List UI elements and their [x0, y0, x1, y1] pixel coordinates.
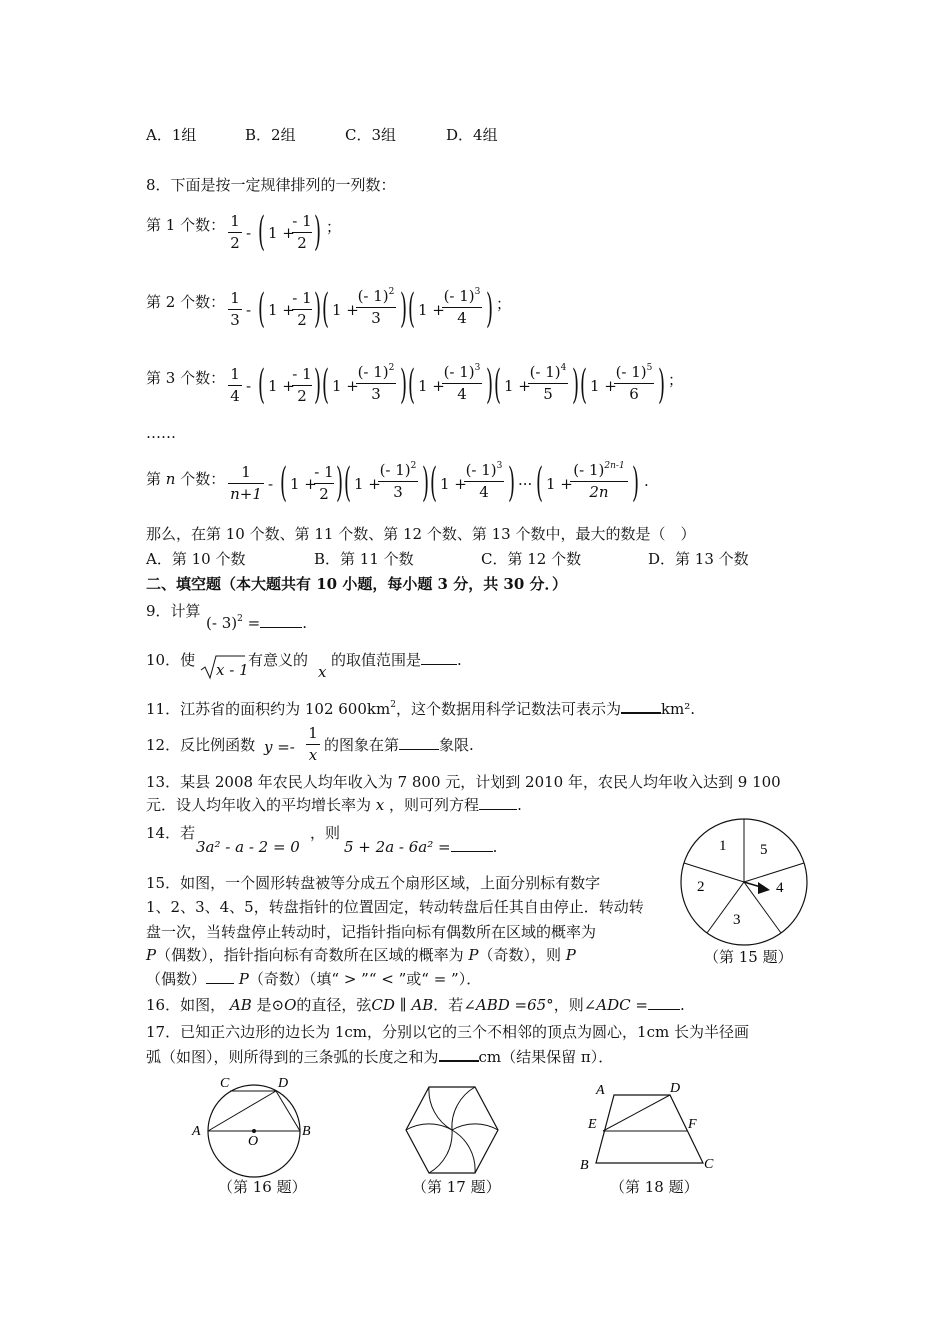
paren: ( [494, 362, 502, 408]
one-plus: 1 + [268, 301, 295, 319]
paren: ) [400, 362, 408, 408]
q12-post: 的图象在第 象限. [324, 736, 474, 754]
fig18-trapezoid [596, 1095, 703, 1163]
paren: ( [344, 460, 352, 506]
q17-line2: 弧（如图），则所得到的三条弧的长度之和为 cm（结果保留 π）． [146, 1048, 614, 1066]
paren: ) [314, 286, 322, 332]
paren: ) [486, 286, 494, 332]
q13-line1: 13．某县 2008 年农民人均年收入为 7 800 元，计划到 2010 年，农民人均年收入达到 9 100 [146, 773, 781, 791]
paren: ( [430, 460, 438, 506]
fraction: (- 1)$^{2n-1}$ 2n [570, 463, 628, 500]
fig16-label: A [192, 1124, 201, 1139]
paren: ) [658, 362, 666, 408]
q17-line1: 17．已知正六边形的边长为 1cm，分别以它的三个不相邻的顶点为圆心，1cm 长为半径画 [146, 1023, 749, 1041]
q10-radicand: x - 1 [216, 661, 249, 679]
paren: ) [422, 460, 430, 506]
minus-sign: - [246, 377, 252, 395]
fig16-caption: （第 16 题） [218, 1178, 307, 1196]
fraction: - 1 2 [292, 212, 312, 252]
sector-label: 5 [760, 842, 768, 858]
one-plus: 1 + [546, 475, 573, 493]
q10-var: x [318, 663, 327, 681]
paren: ( [408, 286, 416, 332]
paren: ) [508, 460, 516, 506]
fraction: 1 3 [228, 291, 242, 328]
one-plus: 1 + [590, 377, 617, 395]
q7-option-d: D．4组 [446, 126, 498, 144]
fraction: (- 1)$^3$ 4 [443, 287, 481, 327]
minus-sign: - [246, 301, 252, 319]
pointer-arrow-icon [758, 882, 770, 894]
q8-rown-label: 第 n 个数： [146, 470, 226, 488]
dots: ··· [518, 475, 533, 493]
paren: ( [258, 209, 266, 255]
paren: ( [408, 362, 416, 408]
fig18-label: F [688, 1117, 697, 1132]
one-plus: 1 + [354, 475, 381, 493]
q13-line2: 元．设人均年收入的平均增长率为 x ，则可列方程 . [146, 796, 522, 814]
spinner-divider [744, 863, 804, 882]
fig16-figure [186, 1072, 316, 1182]
period: . [644, 472, 649, 490]
fraction: 1 2 [228, 214, 242, 251]
q16-text: 16．如图， AB 是⊙O的直径，弦CD ∥ AB．若∠ABD =65°，则∠ADC = . [146, 996, 685, 1014]
fraction: (- 1)$^3$ 4 [465, 461, 503, 501]
fraction: (- 1)$^5$ 6 [615, 363, 653, 403]
fig18-caption: （第 18 题） [610, 1178, 699, 1196]
q15-line5: （偶数） P（奇数）（填“ > ”“ < ”或“ = ”）． [146, 970, 482, 988]
sector-label: 3 [733, 912, 741, 928]
minus-sign: - [246, 224, 252, 242]
q8-ellipsis: …… [146, 424, 176, 442]
q7-option-c: C．3组 [345, 126, 397, 144]
fig16-line [208, 1091, 276, 1131]
q10-pre: 10．使 [146, 651, 196, 669]
sector-label: 2 [697, 879, 705, 895]
fraction: (- 1)$^3$ 4 [443, 363, 481, 403]
fig18-label: B [580, 1158, 589, 1173]
semicolon: ； [496, 295, 512, 313]
fig18-label: C [704, 1157, 714, 1172]
fraction: 1 x [306, 726, 320, 763]
paren: ( [580, 362, 588, 408]
paren: ( [322, 286, 330, 332]
fraction: (- 1)$^2$ 3 [357, 287, 395, 327]
minus-sign: - [268, 475, 274, 493]
one-plus: 1 + [332, 377, 359, 395]
fraction: 1 n+1 [228, 465, 264, 502]
one-plus: 1 + [268, 224, 295, 242]
fraction: - 1 2 [314, 463, 334, 503]
q8-row2-label: 第 2 个数： [146, 293, 226, 311]
q15-line2: 1、2、3、4、5，转盘指针的位置固定，转动转盘后任其自由停止．转动转 [146, 898, 644, 916]
paren: ) [400, 286, 408, 332]
one-plus: 1 + [268, 377, 295, 395]
paren: ) [336, 460, 344, 506]
q7-option-a: A．1组 [146, 126, 197, 144]
paren: ) [632, 460, 640, 506]
q8-option-c: C．第 12 个数 [481, 550, 582, 568]
q8-row3-label: 第 3 个数： [146, 369, 226, 387]
q9-expr: (- 3)$^2$ = . [206, 614, 307, 632]
fig16-label: D [278, 1076, 289, 1091]
paren: ( [536, 460, 544, 506]
fig18-label: E [588, 1117, 597, 1132]
spinner-divider [684, 863, 744, 882]
q14-expr: 5 + 2a - 6a² = . [344, 838, 498, 856]
q15-line3: 盘一次，当转盘停止转动时，记指针指向标有偶数所在区域的概率为 [146, 923, 597, 941]
q8-row1-label: 第 1 个数： [146, 216, 226, 234]
fig17-arc [429, 1087, 452, 1173]
fig17-caption: （第 17 题） [412, 1178, 501, 1196]
fraction: (- 1)$^2$ 3 [357, 363, 395, 403]
paren: ( [258, 286, 266, 332]
fraction: 1 4 [228, 367, 242, 404]
one-plus: 1 + [504, 377, 531, 395]
paren: ( [258, 362, 266, 408]
q14-mid: ，则 [310, 824, 341, 842]
q11-text: 11．江苏省的面积约为 102 $600km^2$，这个数据用科学记数法可表示为 km². [146, 700, 696, 718]
q14-cond: 3a² - a - 2 = 0 [196, 838, 300, 856]
paren: ) [314, 362, 322, 408]
semicolon: ； [668, 371, 684, 389]
q8-option-d: D．第 13 个数 [648, 550, 749, 568]
paren: ) [314, 209, 322, 255]
fig18-label: A [596, 1083, 605, 1098]
fraction: - 1 2 [292, 365, 312, 405]
q15-line1: 15．如图，一个圆形转盘被等分成五个扇形区域，上面分别标有数字 [146, 874, 601, 892]
paren: ( [280, 460, 288, 506]
fig16-line [276, 1091, 300, 1131]
section2-heading: 二、填空题（本大题共有 10 小题，每小题 3 分，共 30 分．） [146, 575, 568, 593]
paren: ) [572, 362, 580, 408]
q8-stem: 8．下面是按一定规律排列的一列数： [146, 176, 396, 194]
sector-label: 1 [719, 838, 727, 854]
fig17-arc [452, 1130, 475, 1173]
semicolon: ； [326, 218, 342, 236]
fig16-label: O [248, 1134, 259, 1149]
one-plus: 1 + [418, 301, 445, 319]
q8-question: 那么，在第 10 个数、第 11 个数、第 12 个数、第 13 个数中，最大的数是（ ） [146, 525, 696, 543]
fig16-center-dot [252, 1129, 256, 1133]
fig16-label: B [302, 1124, 311, 1139]
fig16-label: C [220, 1076, 230, 1091]
q7-option-b: B．2组 [245, 126, 296, 144]
q15-line4: P（偶数），指针指向标有奇数所在区域的概率为 P（奇数），则 P [146, 946, 576, 964]
q14-pre: 14．若 [146, 824, 196, 842]
q8-option-b: B．第 11 个数 [314, 550, 414, 568]
one-plus: 1 + [290, 475, 317, 493]
q10-mid: 有意义的 [248, 651, 309, 669]
sector-label: 4 [776, 880, 784, 896]
fig18-figure [578, 1078, 723, 1178]
q9-text: 9．计算 [146, 602, 201, 620]
one-plus: 1 + [440, 475, 467, 493]
paren: ( [322, 362, 330, 408]
q10-post: 的取值范围是 . [331, 651, 462, 669]
one-plus: 1 + [332, 301, 359, 319]
paren: ) [486, 362, 494, 408]
fig18-label: D [670, 1081, 681, 1096]
q12-pre: 12．反比例函数 [146, 736, 256, 754]
q12-expr: y =- [264, 738, 295, 756]
fraction: - 1 2 [292, 289, 312, 329]
fig17-arc [452, 1087, 498, 1130]
fig17-figure [402, 1084, 502, 1176]
fraction: (- 1)$^2$ 3 [379, 461, 417, 501]
spinner-figure [678, 816, 812, 950]
fraction: (- 1)$^4$ 5 [529, 363, 567, 403]
q15-caption: （第 15 题） [704, 948, 793, 966]
one-plus: 1 + [418, 377, 445, 395]
q8-option-a: A．第 10 个数 [146, 550, 246, 568]
